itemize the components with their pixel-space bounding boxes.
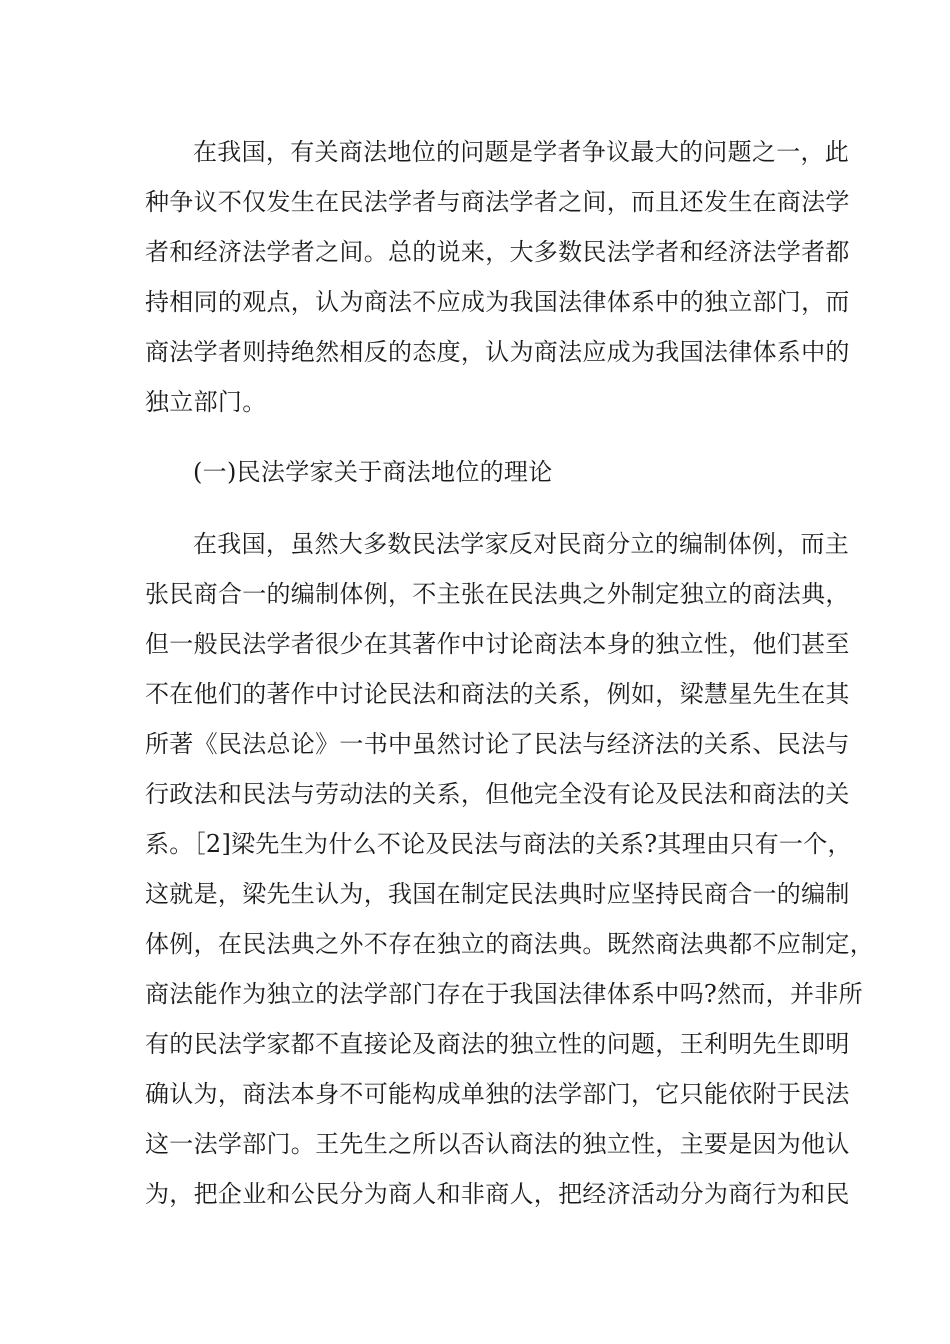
paragraph-2-line-7: 系。［2]梁先生为什么不论及民法与商法的关系?其理由只有一个， (145, 830, 852, 858)
paragraph-2-line-4: 不在他们的著作中讨论民法和商法的关系，例如，梁慧星先生在其 (145, 680, 850, 708)
paragraph-2-line-6: 行政法和民法与劳动法的关系，但他完全没有论及民法和商法的关 (145, 780, 850, 808)
paragraph-2-line-8: 这就是，梁先生认为，我国在制定民法典时应坚持民商合一的编制 (145, 880, 850, 908)
paragraph-2-line-14: 为，把企业和公民分为商人和非商人，把经济活动分为商行为和民 (145, 1180, 850, 1208)
paragraph-2-line-5: 所著《民法总论》一书中虽然讨论了民法与经济法的关系、民法与 (145, 730, 850, 758)
paragraph-1-line-2: 种争议不仅发生在民法学者与商法学者之间，而且还发生在商法学 (145, 188, 850, 216)
paragraph-2-line-10: 商法能作为独立的法学部门存在于我国法律体系中吗?然而，并非所 (145, 980, 863, 1008)
section-heading: (一)民法学家关于商法地位的理论 (193, 458, 553, 486)
paragraph-2-line-9: 体例，在民法典之外不存在独立的商法典。既然商法典都不应制定， (145, 930, 874, 958)
paragraph-2-line-2: 张民商合一的编制体例，不主张在民法典之外制定独立的商法典， (145, 580, 850, 608)
paragraph-1-line-6: 独立部门。 (145, 388, 267, 416)
paragraph-2-line-1: 在我国，虽然大多数民法学家反对民商分立的编制体例，而主 (193, 530, 850, 558)
paragraph-2-line-11: 有的民法学家都不直接论及商法的独立性的问题，王利明先生即明 (145, 1030, 850, 1058)
paragraph-1-line-3: 者和经济法学者之间。总的说来，大多数民法学者和经济法学者都 (145, 238, 850, 266)
paragraph-2-line-12: 确认为，商法本身不可能构成单独的法学部门，它只能依附于民法 (145, 1080, 850, 1108)
paragraph-1-line-1: 在我国，有关商法地位的问题是学者争议最大的问题之一，此 (193, 138, 850, 166)
paragraph-2-line-3: 但一般民法学者很少在其著作中讨论商法本身的独立性，他们甚至 (145, 630, 850, 658)
paragraph-2-line-13: 这一法学部门。王先生之所以否认商法的独立性，主要是因为他认 (145, 1130, 850, 1158)
paragraph-1-line-5: 商法学者则持绝然相反的态度，认为商法应成为我国法律体系中的 (145, 338, 850, 366)
paragraph-1-line-4: 持相同的观点，认为商法不应成为我国法律体系中的独立部门，而 (145, 288, 850, 316)
